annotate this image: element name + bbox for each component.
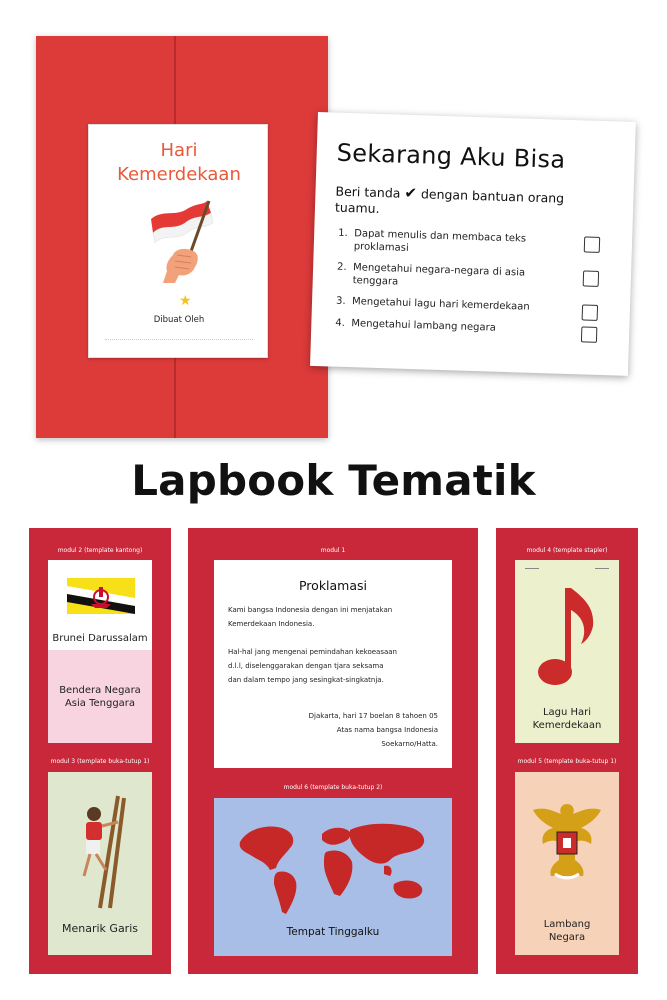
proklamasi-sign: Djakarta, hari 17 boelan 8 tahoen 05 — [308, 712, 438, 720]
staple-mark — [525, 568, 539, 569]
world-map-icon — [234, 812, 434, 922]
lagu-caption-line1: Lagu Hari — [542, 707, 592, 718]
made-by-label: Dibuat Oleh — [153, 315, 205, 325]
checklist-heading: Sekarang Aku Bisa — [336, 138, 566, 174]
bendera-caption — [48, 684, 152, 710]
checkbox[interactable] — [582, 304, 598, 320]
cover-title-line1: Hari — [160, 140, 198, 161]
menarik-tile[interactable] — [48, 772, 152, 955]
checkmark-icon: ✔ — [404, 183, 418, 203]
lapbook-panel-left — [29, 528, 171, 974]
checkbox[interactable] — [584, 236, 600, 252]
modul1-label: modul 1 — [320, 547, 346, 554]
brunei-tile[interactable] — [48, 560, 152, 650]
intro-before: Beri tanda — [335, 183, 401, 201]
modul4-label: modul 4 (template stapler) — [526, 547, 608, 554]
proklamasi-card[interactable] — [214, 560, 452, 768]
proklamasi-title: Proklamasi — [298, 578, 368, 593]
lambang-caption-line2: Negara — [548, 932, 586, 943]
lambang-caption — [515, 918, 619, 944]
proklamasi-text: Hal-hal jang mengenai pemindahan kekoeasaan — [228, 648, 397, 656]
proklamasi-text: d.l.l, diselenggarakan dengan tjara seksama — [228, 662, 384, 670]
brunei-caption: Brunei Darussalam — [52, 633, 148, 644]
checkbox[interactable] — [583, 270, 599, 286]
intro-after: dengan bantuan orang tuamu. — [334, 186, 565, 216]
bendera-caption-line2: Asia Tenggara — [64, 698, 136, 709]
proklamasi-sign: Atas nama bangsa Indonesia — [336, 726, 438, 734]
brunei-flag-icon — [67, 578, 135, 614]
checklist-item — [335, 317, 596, 334]
item-number: 2. — [336, 261, 347, 273]
cover-title — [89, 139, 269, 187]
lambang-tile[interactable] — [515, 772, 619, 955]
bendera-caption-line1: Bendera Negara — [59, 685, 141, 696]
item-number: 3. — [335, 295, 346, 307]
proklamasi-sign: Soekarno/Hatta. — [381, 740, 438, 748]
item-text: Mengetahui lagu hari kemerdekaan — [351, 296, 530, 313]
lagu-tile[interactable] — [515, 560, 619, 743]
cover-title-line2: Kemerdekaan — [117, 164, 241, 185]
checklist-card — [310, 112, 636, 376]
item-text: Mengetahui negara-negara di asia tenggara — [352, 262, 526, 288]
checklist-item — [336, 261, 597, 288]
checklist-item — [338, 227, 598, 254]
proklamasi-text: Kami bangsa Indonesia dengan ini menjatakan — [228, 606, 393, 614]
checkbox[interactable] — [581, 326, 597, 342]
checklist-item — [335, 295, 596, 313]
star-icon: ★ — [179, 293, 192, 309]
bendera-tile[interactable] — [48, 650, 152, 743]
garuda-icon — [527, 794, 607, 884]
map-tile[interactable] — [214, 798, 452, 956]
signature-line — [105, 339, 253, 341]
lagu-caption — [515, 706, 619, 732]
proklamasi-text: Kemerdekaan Indonesia. — [228, 620, 315, 628]
staple-mark — [595, 568, 609, 569]
modul6-label: modul 6 (template buka-tutup 2) — [283, 784, 383, 791]
item-text: Dapat menulis dan membaca teks proklamasi — [353, 228, 527, 254]
item-number: 4. — [335, 317, 346, 329]
item-text: Mengetahui lambang negara — [351, 318, 496, 334]
modul5-label: modul 5 (template buka-tutup 1) — [517, 758, 617, 765]
headline: Lapbook Tematik — [131, 456, 536, 505]
modul3-label: modul 3 (template buka-tutup 1) — [50, 758, 150, 765]
lapbook-panel-right — [496, 528, 638, 974]
item-number: 1. — [338, 227, 348, 239]
flag-hand-icon — [145, 191, 215, 291]
music-note-icon — [535, 582, 599, 692]
checklist-intro — [335, 183, 586, 224]
modul2-label: modul 2 (template kantong) — [57, 547, 143, 554]
stilt-walker-icon — [66, 792, 136, 912]
proklamasi-text: dan dalam tempo jang sesingkat-singkatnja. — [228, 676, 384, 684]
lagu-caption-line2: Kemerdekaan — [532, 720, 602, 731]
lapbook-panel-middle — [188, 528, 478, 974]
lambang-caption-line1: Lambang — [543, 919, 591, 930]
menarik-caption: Menarik Garis — [62, 922, 138, 935]
cover-card — [88, 124, 268, 358]
map-caption: Tempat Tinggalku — [286, 926, 380, 938]
